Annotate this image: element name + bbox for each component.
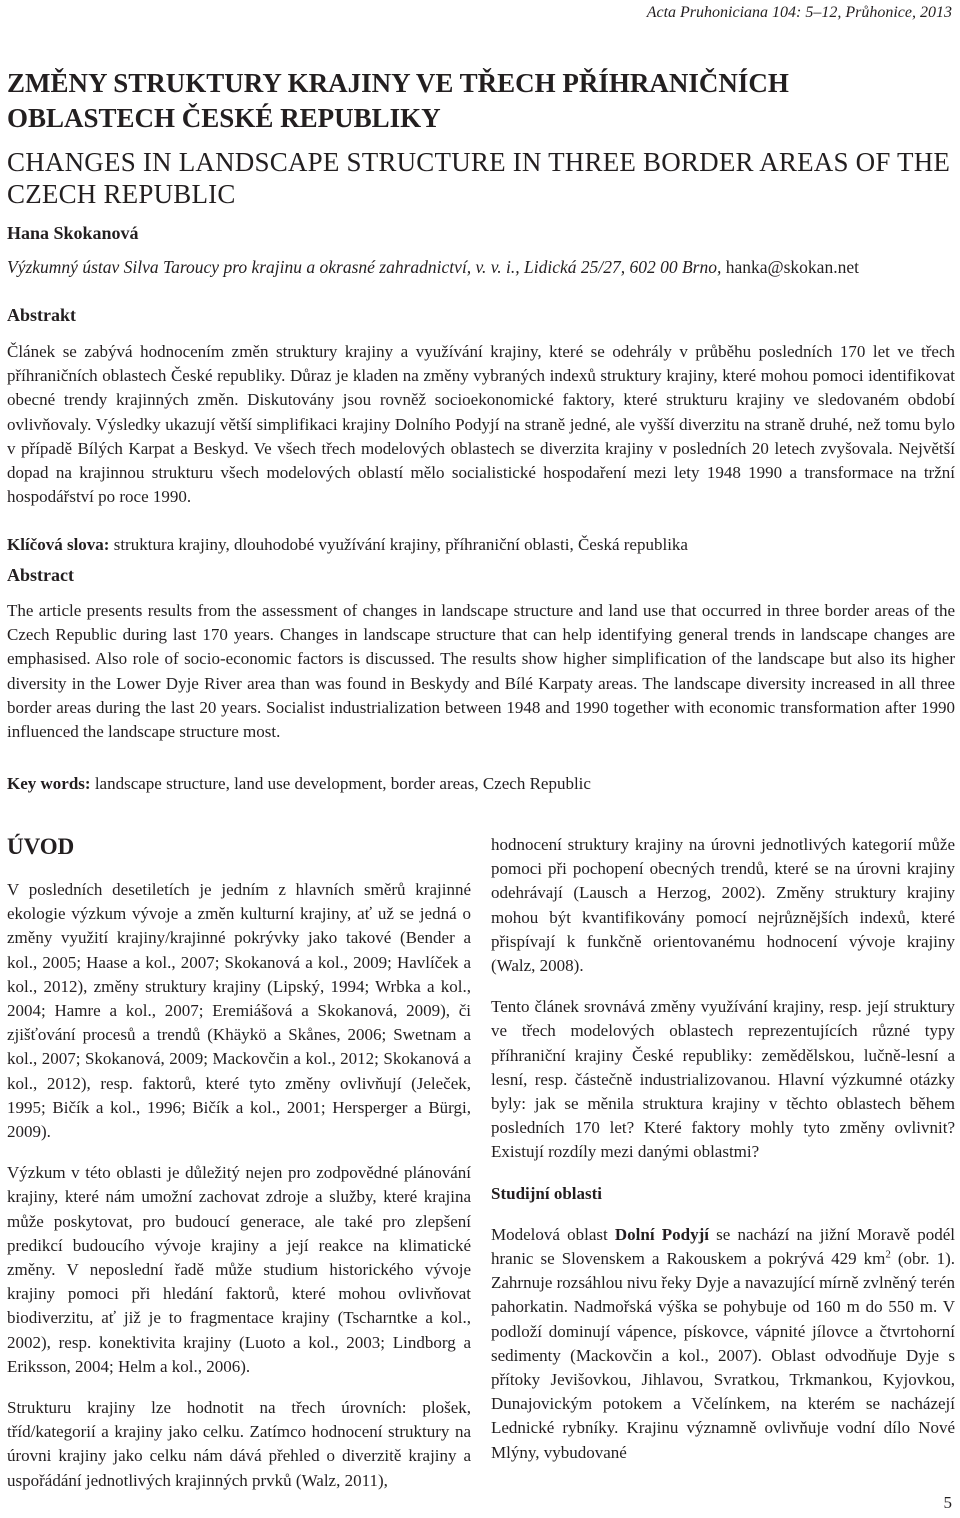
text-run: Modelová oblast [491, 1224, 615, 1244]
title-czech: ZMĚNY STRUKTURY KRAJINY VE TŘECH PŘÍHRANIČNÍCH OBLASTECH ČESKÉ REPUBLIKY [7, 68, 789, 133]
superscript: 2 [885, 1248, 891, 1261]
keywords-czech [7, 535, 955, 555]
body-paragraph: Strukturu krajiny lze hodnotit na třech úrovních: plošek, tříd/kategorií a krajiny jako celku. Zatímco hodnocení struktury na úrovni krajiny jako celku nám dává přehled o diverzitě krajiny a uspořádání jednotlivých krajinných prvků (Walz, 2011), [7, 1398, 471, 1490]
body-column-left [7, 833, 471, 1510]
affiliation-address: , Lidická 25/27, 602 00 Brno, [515, 257, 726, 277]
keywords-czech-text: struktura krajiny, dlouhodobé využívání krajiny, příhraniční oblasti, Česká republika [109, 535, 688, 554]
keywords-czech-label: Klíčová slova: [7, 535, 110, 554]
body-paragraph: V posledních desetiletích je jedním z hlavních směrů krajinné ekologie výzkum vývoje a změn kulturní krajiny, ať už se jedná o změny využití krajiny/krajinné pokrývky jako takové (Bender a kol., 2005; Haase a kol., 2007; Skokanová a kol., 2009; Havlíček a kol., 2012), změny struktury krajiny (Lipský, 1994; Wrbka a kol., 2004; Hamre a kol., 2007; Eremiášová a Skokanová, 2009), či zjišťování procesů a trendů (Khäykö a Skånes, 2006; Swetnam a kol., 2007; Skokanová, 2009; Mackovčin a kol., 2012; Skokanová a kol., 2012), resp. faktorů, které tyto změny ovlivňují (Jeleček, 1995; Bičík a kol., 1996; Bičík a kol., 2001; Hersperger a Bürgi, 2009). [7, 880, 471, 1142]
affiliation-institute: Výzkumný ústav Silva Taroucy pro krajinu a okrasné zahradnictví, v. v. i. [7, 257, 516, 277]
body-column-right [491, 833, 955, 1482]
abstrakt-text: Článek se zabývá hodnocením změn struktury krajiny a využívání krajiny, které se odehrály v průběhu posledních 170 let ve třech příhraničních oblastech České republiky. Důraz je kladen na změny vybraných indexů struktury krajiny, které mohou pomoci identifikovat obecné trendy krajinných změn. Diskutovány jsou rovněž socioekonomické faktory, které strukturu krajiny ve sledovaném období ovlivňovaly. Výsledky ukazují větší simplifikaci krajiny Dolního Podyjí na straně jedné, ale vyšší diverzitu na straně druhé, než tomu bylo v případě Bílých Karpat a Beskyd. Ve všech třech modelových oblastech se diverzita krajiny v posledních 20 letech zvyšovala. Největší dopad na krajinnou strukturu všech modelových oblastí mělo socialistické hospodaření mezi lety 1948 1990 a transformace na tržní hospodářství po roce 1990. [7, 342, 955, 507]
body-paragraph: hodnocení struktury krajiny na úrovni jednotlivých kategorií může pomoci při pochopení obecných trendů, které se na úrovni krajiny odehrávají (Lausch a Herzog, 2002). Změny struktury krajiny mohou být kvantifikovány pomocí nejrůznějších indexů, které přispívají k funkčně orientovanému hodnocení vývoje krajiny (Walz, 2008). [491, 835, 955, 976]
text-run: se nachází na jižní Moravě podél hranic se Slovenskem a Rakouskem a pokrývá 429 km [491, 1224, 955, 1269]
running-header: Acta Pruhoniciana 104: 5–12, Průhonice, 2013 [646, 4, 952, 21]
page-number: 5 [943, 1493, 952, 1512]
title-english: CHANGES IN LANDSCAPE STRUCTURE IN THREE BORDER AREAS OF THE CZECH REPUBLIC [7, 147, 951, 209]
keywords-english-text: landscape structure, land use development, border areas, Czech Republic [90, 774, 591, 793]
text-run: (obr. 1). Zahrnuje rozsáhlou nivu řeky Dyje a navazující mírně zvlněný terén pahorkatin. Nadmořská výška se pohybuje od 160 m do 550 m. V podloží dominují vápence, pískovce, vápnité jílovce a čtvrtohorní sedimenty (Mackovčin a kol., 2007). Oblast odvodňuje Dyje s přítoky Jevišovkou, Jihlavou, Svratkou, Trkmankou, Kyjovkou, Dunajovickým potokem a Včelínkem, na kterém se nacházejí Lednické rybníky. Krajinu významně ovlivňuje vodní dílo Nové Mlýny, vybudované [491, 1249, 956, 1462]
abstract-text: The article presents results from the assessment of changes in landscape structure and land use that occurred in three border areas of the Czech Republic during last 170 years. Changes in landscape structure that can help identifying general trends in landscape changes are emphasised. Also role of socio-economic factors is discussed. The results show higher simplification of the landscape but also its higher diversity in the Lower Dyje River area than was found in Beskydy and Bílé Karpaty areas. The landscape diversity increased in all three border areas during the last 20 years. Socialist industrialization between 1948 and 1990 together with economic transformation after 1990 influenced the landscape structure most. [7, 601, 955, 742]
author-name: Hana Skokanová [7, 223, 139, 243]
body-paragraph: Tento článek srovnává změny využívání krajiny, resp. její struktury ve třech modelových oblastech reprezentujících různé typy příhraniční krajiny České republiky: zemědělskou, lučně-lesní a lesní, resp. částečně industrializovanou. Hlavní výzkumné otázky byly: jak se měnila struktura krajiny v těchto oblastech během posledních 170 let? Které faktory mohly tyto změny ovlivnit? Existují rozdíly mezi danými oblastmi? [491, 997, 955, 1162]
subsection-heading-studijni: Studijní oblasti [491, 1183, 603, 1203]
abstract-heading: Abstract [7, 565, 74, 585]
keywords-english [7, 774, 955, 794]
affiliation [7, 257, 955, 278]
section-heading-uvod: ÚVOD [7, 834, 75, 859]
body-paragraph-study-area [491, 1223, 955, 1465]
author-email[interactable]: hanka@skokan.net [725, 257, 859, 277]
area-name-bold: Dolní Podyjí [614, 1224, 709, 1244]
body-paragraph: Výzkum v této oblasti je důležitý nejen pro zodpovědné plánování krajiny, které nám umožní zachovat zdroje a služby, které krajina může poskytovat, pro budoucí generace, ale také pro zlepšení predikcí budoucího vývoje krajiny a její reakce na klimatické změny. V neposlední řadě může studium historického vývoje krajiny pomoci při hledání faktorů, které mohou ovlivňovat biodiverzitu, ať již je to fragmentace krajiny (Tscharntke a kol., 2002), resp. konektivita krajiny (Luoto a kol., 2003; Lindborg a Eriksson, 2004; Helm a kol., 2006). [7, 1163, 471, 1376]
keywords-english-label: Key words: [7, 774, 91, 793]
abstrakt-heading: Abstrakt [7, 305, 77, 325]
